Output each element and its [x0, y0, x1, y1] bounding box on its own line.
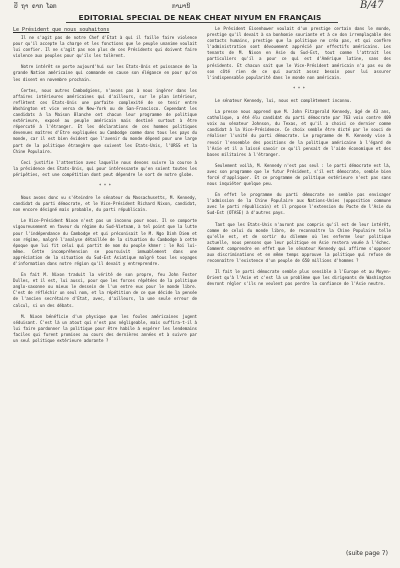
paragraph: En fait M. Nixon traduit la vérité de son propre, feu John Foster Dulles, et il est, lui aussi, pour que les forces répétées de la politique anglo-saxonne ou mieux le dessein de l'un entre eux pour le monde libre. C'est de réfléchir un seul nom, et la répétition de ce que décide la pensée de l'ancien secrétaire d'Etat, avec, d'ailleurs, la une seule erreur de calcul, si un des débats. [13, 272, 197, 308]
paragraph: Nous avons donc vu s'éteindre le sénateur du Massachusetts, M. Kennedy, candidat du parti démocrate, et le Vice-Président Richard Nixon, candidat, non encore désigné mais probable, du parti républicain. [13, 195, 197, 213]
section-separator: * * * [98, 182, 112, 188]
paragraph: Le Vice-Président Nixon n'est pas un inconnu pour nous. Il se comporte vigoureusement en faveur du régime du Sud-Vietnam, à tel point que la lutte pour l'indépendance du Cambodge et qui préconisait le M. Ngo Dinh Diem et son régime, malgré l'analyse détaillée de la situation du Cambodge à cette époque que lui fit celui qui partit de nom du peuple khmer : le Roi lui-même. Cette incompréhension se poursuivit immuablement dans une appréciation de la situation du Sud-Est Asiatique malgré tous les voyages d'information dans notre région qu'il devait y entreprendre. [13, 218, 197, 266]
paragraph: En effet le programme du parti démocrate ne semble pas envisager l'admission de la Chine Populaire aux Nations-Unies (opposition commune avec le parti républicain) et il propose l'extension du Pacte de l'Asie du Sud-Est (OTASE) à d'autres pays. [207, 192, 391, 216]
header-middle-script: ກາມານິ [172, 3, 191, 10]
paragraph: Il ne s'agit pas de notre Chef d'Etat à qui il faille faire violence pour qu'il accepte la charge et les fonctions que le peuple unanime voulait lui confier. Il ne s'agit pas non plus de ces Présidents qui doivent faire violence aux peuples pour qu'ils les tolèrent. [13, 35, 197, 59]
title-underline [66, 22, 338, 23]
header-left-script: ປຶ ຖາ ຄາກ ໂລກ [14, 3, 57, 10]
left-column [13, 35, 197, 349]
article-title: EDITORIAL SPECIAL DE NEAK CHEAT NIYUM EN FRANÇAIS [78, 13, 322, 22]
paragraph: La presse nous apprend que M. John Fitzgerald Kennedy, âgé de 43 ans, catholique, a été élu candidat du parti démocrate par 763 voix contre 409 voix au sénateur Johnson, du Texas, et qu'il a choisi ce dernier comme candidat à la Vice-Présidence. Ce choix semble être dicté par le souci de réaliser l'unité du parti démocrate. Le programme de M. Kennedy vise à revoir l'ensemble des positions de la politique américaine à l'égard de l'Asie et il a laissé savoir ce qu'il pensait de l'aide économique et des bases militaires à l'étranger. [207, 109, 391, 157]
section-separator: * * * [292, 85, 306, 91]
paragraph: Certes, nous autres Cambodgiens, n'avons pas à nous ingérer dans les affaires intérieures américaines qui d'ailleurs, sur le plan intérieur, reflètent ces Etats-Unis une parfaite complexité de se tenir entre Washington et vice versa de New-York ou de San-Francisco. Cependant les candidats à la Maison Blanche ont chacun leur programme de politique extérieure, exposé au peuple américain mais destiné surtout à être répercuté à l'étranger. Et les déclarations de ces hommes politiques devenues maîtres d'Etre expliquées au Cambodge comme dans tous les pays du monde, car il est bien évident que l'avenir du monde dépend pour une large part de la politique étrangère que suivent les Etats-Unis, l'URSS et la Chine Populaire. [13, 87, 197, 154]
paragraph: Il fait le parti démocrate semble plus sensible à l'Europe et au Moyen-Orient qu'à l'Asie et c'est là un problème que les dirigeants de Washington devront régler s'ils ne veulent pas perdre la confiance de l'Asie neutre. [207, 269, 391, 287]
article-subtitle: Le Président que nous souhaitons [13, 27, 110, 33]
paragraph: Tant que les Etats-Unis n'auront pas compris qu'il est de leur intérêt, comme de celui du monde libre, de reconnaître la Chine Populaire telle qu'elle est, et de sortir du dilemme où les enferme leur politique actuelle, nous pensons que leur politique en Asie restera vouée à l'échec. Comment comprendre en effet que le sénateur Kennedy qui affirme s'opposer aux discriminations et en même temps approuve la politique qui refuse de reconnaître l'existence d'un peuple de 650 millions d'hommes ? [207, 221, 391, 264]
continuation-note: (suite page 7) [346, 550, 388, 557]
paragraph: M. Nixon bénéficie d'un physique que les foules américaines jugent séduisant. C'est là un atout qui n'est pas négligeable, mais suffira-t-il à lui faire pardonner la politique pour être habile à espérer les lendemains faciles qui furent promises au cours des dernières années et à suivre par un seul politique extérieure adorante ? [13, 313, 197, 344]
paragraph: Le sénateur Kennedy, lui, nous est complètement inconnu. [215, 97, 352, 103]
paragraph: Seulement voilà, M. Kennedy n'est pas seul : le parti démocrate est là, avec son programme que le futur Président, s'il est démocrate, semble bien forcé d'appliquer. Et ce programme de politique extérieure n'est pas sans nous inquiéter quelque peu. [207, 162, 391, 187]
paragraph: Ceci justifie l'attention avec laquelle nous devons suivre la course à la présidence des Etats-Unis, qui pour intéressante qu'en soient toutes les péripéties, est une compétition dont peut dépendre le sort de notre globe. [13, 159, 197, 177]
paragraph: Le Président Eisenhower voulait d'un prestige certain dans le monde, prestige qu'il devait à sa bonhomie souriante et à ce don irremplaçable des contacts humains, prestige que la politique ne créa pas, et qui confère l'administration sont dévouement apprécié par effectifs américains. Les tenants de M. Nixon en Asie du Sud-Est, tout comme l'attrait les particuliers qu'il a pour ce qui est d'Amérique latine, sans des présidents. Et chacun sait que le Vice-Président américain n'a pas eu de son côté rien de ce qui aurait assez besoin pour lui assurer l'indispensable popularité dans le monde non américain. [207, 26, 391, 80]
right-column [207, 26, 391, 292]
page-reference: B/47 [360, 0, 384, 11]
paragraph: Notre intérêt se porte aujourd'hui sur les Etats-Unis et puissance de la grande Nation américaine qui commande en cause son élégance en pour qu'on les disent en novembre prochain. [13, 64, 197, 82]
